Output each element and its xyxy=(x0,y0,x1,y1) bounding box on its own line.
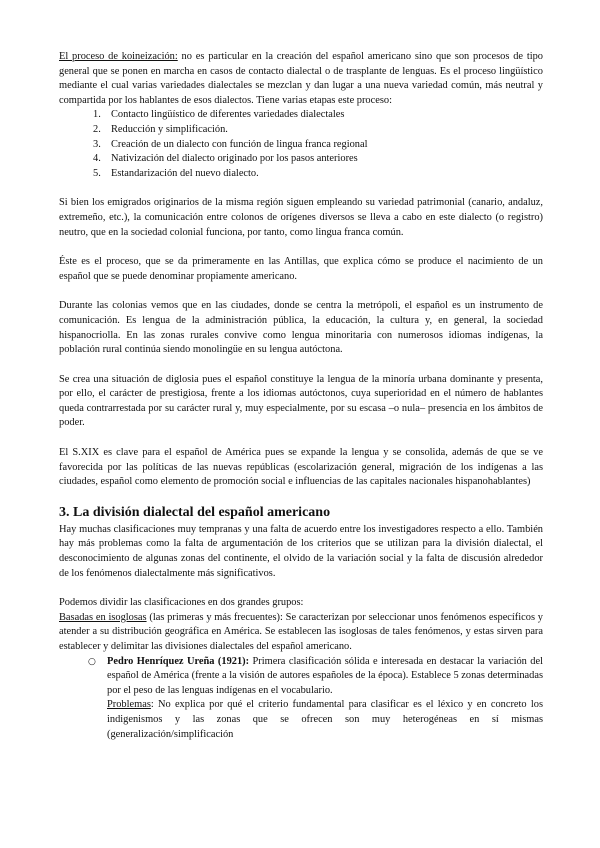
problemas-label: Problemas xyxy=(107,699,151,711)
colonias-paragraph: Durante las colonias vemos que en las ciudades, donde se centra la metrópoli, el español es un instrumento de comunicación. Es lengua de la administración pública, la educación, la cultura y, en general, la sociedad hispanocriolla. En las zonas rurales convive como lengua minoritaria con numerosos idiomas indígenas, la población rural continúa siendo monolingüe en su lengua autóctona. xyxy=(59,300,543,356)
henriquez-text: Primera clasificación sólida e interesada en destacar la variación del español de América (frente a la visión de autores españoles de la época). Establece 5 zonas determinadas por el peso de las lenguas indígenas en el vocabulario. xyxy=(107,655,543,696)
list-item-text: Reducción y simplificación. xyxy=(111,123,228,135)
isoglosas-text: (las primeras y más frecuentes): Se caracterizan por seleccionar unos fenómenos específicos y atender a su distribución geográfica en América. Se establecen las isoglosas de tales fenómenos, y estas sirven para establecer y delimitar las divisiones dialectales del español americano. xyxy=(59,611,543,652)
section-heading: 3. La división dialectal del español americano xyxy=(59,504,331,520)
list-item xyxy=(93,138,543,153)
list-item-number: 4. xyxy=(93,153,101,165)
groups-intro: Podemos dividir las clasificaciones en dos grandes grupos: xyxy=(59,597,304,609)
list-item-text: Contacto lingüístico de diferentes variedades dialectales xyxy=(111,109,345,121)
section-intro-paragraph: Hay muchas clasificaciones muy tempranas y una falta de acuerdo entre los investigadores respecto a ello. También hay más problemas como la falta de argumentación de los criterios que se utilizan para la división dialectal, el desconocimiento de algunas zonas del continente, el olvido de la variación social y la falta de discusión alrededor de los fenómenos dialectalmente más significativos. xyxy=(59,523,543,579)
problemas-paragraph xyxy=(107,698,543,742)
list-item-number: 5. xyxy=(93,167,101,179)
koine-paragraph xyxy=(59,50,543,108)
isoglosas-paragraph xyxy=(59,611,543,655)
sxix-paragraph: El S.XIX es clave para el español de América pues se expande la lengua y se consolida, además de que se ve favorecida por las políticas de las nuevas repúblicas (escolarización general, migración de los indígenas a las ciudades, español como elemento de promoción social e influencias de las capitales nacionales hispanohablantes) xyxy=(59,447,543,488)
list-item xyxy=(93,152,543,167)
list-item xyxy=(93,108,543,123)
henriquez-paragraph xyxy=(107,655,543,699)
list-item-text: Estandarización del nuevo dialecto. xyxy=(111,167,259,179)
antillas-paragraph: Éste es el proceso, que se da primeramente en las Antillas, que explica cómo se produce el nacimiento de un español que se puede denominar propiamente americano. xyxy=(59,256,543,282)
list-item-number: 3. xyxy=(93,138,101,150)
emigrados-paragraph: Si bien los emigrados originarios de la misma región siguen empleando su variedad patrimonial (canario, andaluz, extremeño, etc.), la comunicación entre colonos de orígenes diversos se lleva a cabo en este dialecto (o registro) neutro, que en la sociedad colonial funciona, por tanto, como lingua franca común. xyxy=(59,197,543,238)
problemas-text: : No explica por qué el criterio fundamental para clasificar es el léxico y en concreto los indigenismos y las zonas que se ofrecen son muy heterogéneas en sí mismas (generalización/simplificación xyxy=(107,699,543,740)
koine-heading: El proceso de koineización: xyxy=(59,51,178,62)
circle-bullet-icon: ○ xyxy=(88,656,96,667)
henriquez-name: Pedro Henríquez Ureña (1921): xyxy=(107,655,250,667)
isoglosas-label: Basadas en isoglosas xyxy=(59,611,147,623)
list-item xyxy=(93,167,543,182)
list-item-text: Nativización del dialecto originado por los pasos anteriores xyxy=(111,153,358,165)
henriquez-item xyxy=(88,655,543,743)
koine-text: no es particular en la creación del español americano sino que son procesos de tipo general que se ponen en marcha en casos de contacto dialectal o de trasplante de lenguas. Es el proceso lingüístico mediante el cual varias variedades dialectales se mezclan y dan lugar a una nueva variedad común, más neutral y compartida por los hablantes de esos dialectos. Tiene varias etapas este proceso: xyxy=(59,51,543,106)
list-item xyxy=(93,123,543,138)
list-item-text: Creación de un dialecto con función de lingua franca regional xyxy=(111,138,368,150)
list-item-number: 2. xyxy=(93,123,101,135)
list-item-number: 1. xyxy=(93,109,101,121)
diglosia-paragraph: Se crea una situación de diglosia pues el español constituye la lengua de la minoría urbana dominante y presenta, por ello, el carácter de prestigiosa, frente a los idiomas autóctonos, cuya superioridad en el número de hablantes queda contrarrestada por su carácter rural y, muy especialmente, por su escasa –o nula– presencia en los ámbitos de poder. xyxy=(59,373,543,429)
koine-stages-list xyxy=(59,108,543,181)
